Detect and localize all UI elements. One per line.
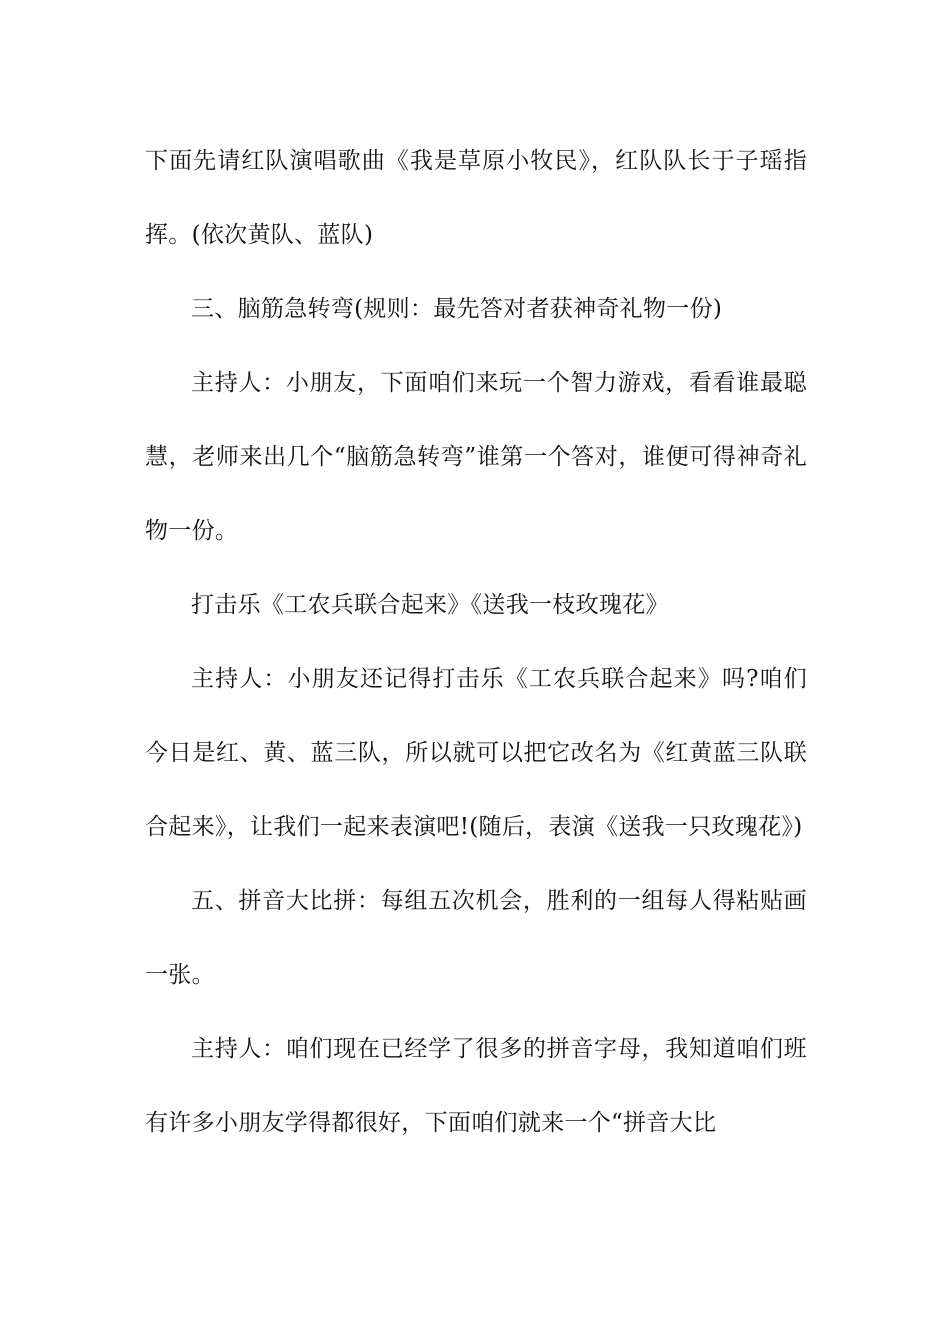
paragraph-brain-teaser-heading: 三、脑筋急转弯(规则：最先答对者获神奇礼物一份) xyxy=(191,296,723,322)
paragraph-percussion-heading: 打击乐《工农兵联合起来》《送我一枝玫瑰花》 xyxy=(191,592,669,618)
paragraph-host-brain-teaser: 主持人：小朋友，下面咱们来玩一个智力游戏，看看谁最聪慧，老师来出几个“脑筋急转弯”谁第一个答对，谁便可得神奇礼物一份。 xyxy=(145,370,807,544)
paragraph-red-team-song: 下面先请红队演唱歌曲《我是草原小牧民》，红队队长于子瑶指挥。(依次黄队、蓝队) xyxy=(145,148,807,248)
paragraph-pinyin-heading: 五、拼音大比拼：每组五次机会，胜利的一组每人得粘贴画一张。 xyxy=(145,888,807,988)
paragraph-host-pinyin: 主持人：咱们现在已经学了很多的拼音字母，我知道咱们班有许多小朋友学得都很好，下面咱们就来一个“拼音大比 xyxy=(145,1036,807,1136)
document-body xyxy=(145,124,807,1160)
paragraph-host-percussion: 主持人：小朋友还记得打击乐《工农兵联合起来》吗?咱们今日是红、黄、蓝三队，所以就可以把它改名为《红黄蓝三队联合起来》，让我们一起来表演吧!(随后，表演《送我一只玫瑰花》) xyxy=(145,666,807,840)
